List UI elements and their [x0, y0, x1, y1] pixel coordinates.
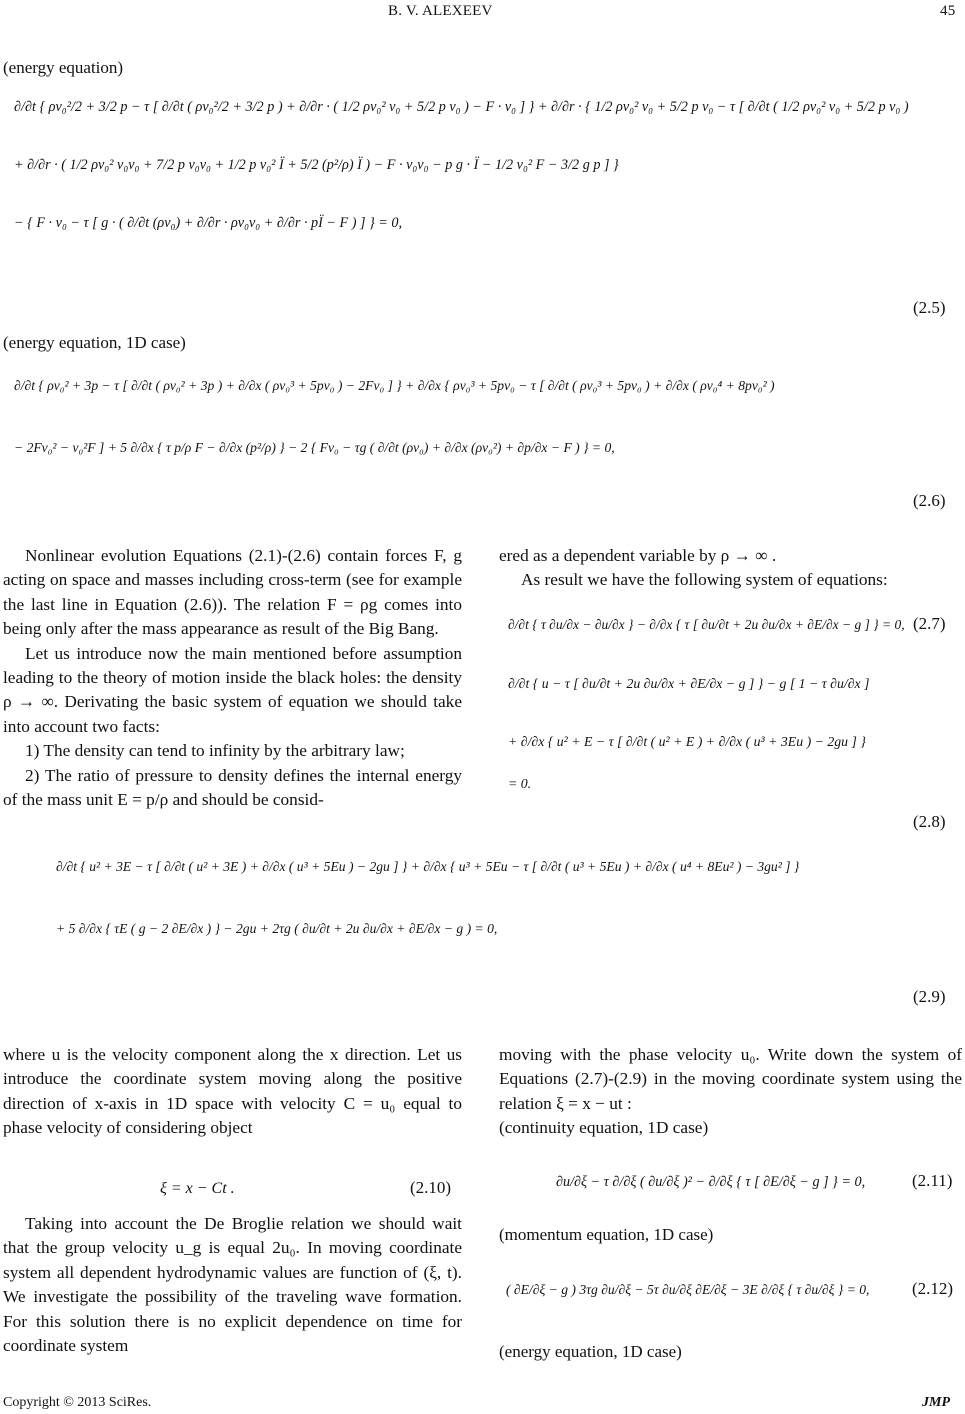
left-column-de-broglie-text	[3, 1212, 462, 1358]
equation-number-2-5: (2.5)	[913, 298, 946, 317]
paragraph-velocity-component: where u is the velocity component along the x direction. Let us introduce the coordinate system moving along the positive direction of x-axis in 1D space with velocity C = u₀ equal to phase velocity of considering object	[3, 1045, 462, 1138]
paragraph-fact-2: 2) The ratio of pressure to density defines the internal energy of the mass unit E = p/ρ and should be consid-	[3, 765, 462, 810]
energy-equation-label: (energy equation)	[3, 58, 124, 77]
equation-number-2-11: (2.11)	[912, 1171, 953, 1190]
copyright-footer: Copyright © 2013 SciRes.	[3, 1395, 152, 1410]
equation-2-9-line-1: ∂/∂t { u² + 3E − τ [ ∂/∂t ( u² + 3E ) + ∂/∂x ( u³ + 5Eu ) − 2gu ] } + ∂/∂x { u³ + 5Eu − τ [ ∂/∂t ( u³ + 5Eu ) + ∂/∂x ( u⁴ + 8Eu² ) − 3gu² ] }	[56, 859, 800, 874]
paragraph-forces: Nonlinear evolution Equations (2.1)-(2.6) contain forces F, g acting on space and masses including cross-term (see for example the last line in Equation (2.6)). The relation F = ρg comes into being only after the mass appearance as result of the Big Bang.	[3, 546, 462, 639]
running-header-author: B. V. ALEXEEV	[388, 3, 493, 19]
left-column-upper-text	[3, 544, 462, 812]
journal-abbrev: JMP	[922, 1395, 950, 1410]
equation-2-9	[56, 856, 956, 940]
paragraph-moving-system: moving with the phase velocity u₀. Write down the system of Equations (2.7)-(2.9) in the moving coordinate system using the relation ξ = x − ut :	[499, 1045, 962, 1113]
equation-2-5-line-3: − { F · v₀ − τ [ g · ( ∂/∂t (ρv₀) + ∂/∂r · ρv₀v₀ + ∂/∂r · pÏ − F ) ] } = 0,	[14, 215, 403, 231]
equation-2-8-line-3: = 0.	[508, 776, 532, 791]
equation-2-11: ∂u/∂ξ − τ ∂/∂ξ ( ∂u/∂ξ )² − ∂/∂ξ { τ [ ∂E/∂ξ − g ] } = 0,	[556, 1174, 866, 1190]
energy-equation-1d-label-right: (energy equation, 1D case)	[499, 1342, 682, 1361]
equation-number-2-7: (2.7)	[913, 614, 946, 633]
equation-number-2-10: (2.10)	[410, 1178, 452, 1197]
equation-number-2-8: (2.8)	[913, 812, 946, 831]
equation-2-5	[14, 96, 954, 234]
equation-2-5-line-1: ∂/∂t { ρv₀²/2 + 3/2 p − τ [ ∂/∂t ( ρv₀²/2 + 3/2 p ) + ∂/∂r · ( 1/2 ρv₀² v₀ + 5/2 p v₀ ) − F · v₀ ] } + ∂/∂r · { 1/2 ρv₀² v₀ + 5/2 p v₀ − τ [ ∂/∂t ( 1/2 ρv₀² v₀ + 5/2 p v₀ )	[14, 99, 909, 115]
equation-2-6	[14, 375, 954, 459]
equation-2-7: ∂/∂t { τ ∂u/∂x − ∂u/∂x } − ∂/∂x { τ [ ∂u/∂t + 2u ∂u/∂x + ∂E/∂x − g ] } = 0,	[508, 617, 905, 632]
right-column-upper-text	[499, 544, 962, 593]
equation-2-6-line-1: ∂/∂t { ρv₀² + 3p − τ [ ∂/∂t ( ρv₀² + 3p ) + ∂/∂x ( ρv₀³ + 5pv₀ ) − 2Fv₀ ] } + ∂/∂x { ρv₀³ + 5pv₀ − τ [ ∂/∂t ( ρv₀³ + 5pv₀ ) + ∂/∂x ( ρv₀⁴ + 8pv₀² )	[14, 378, 775, 393]
equation-2-12: ( ∂E/∂ξ − g ) 3τg ∂u/∂ξ − 5τ ∂u/∂ξ ∂E/∂ξ − 3E ∂/∂ξ { τ ∂u/∂ξ } = 0,	[506, 1282, 870, 1297]
equation-2-5-line-2: + ∂/∂r · ( 1/2 ρv₀² v₀v₀ + 7/2 p v₀v₀ + 1/2 p v₀² Ï + 5/2 (p²/ρ) Ï ) − F · v₀v₀ − p g · Ï − 1/2 v₀² F − 3/2 g p ] }	[14, 157, 619, 173]
left-column-lower-text	[3, 1043, 462, 1141]
equation-2-8-line-2: + ∂/∂x { u² + E − τ [ ∂/∂t ( u² + E ) + ∂/∂x ( u³ + 3Eu ) − 2gu ] }	[508, 734, 866, 749]
equation-2-6-line-2: − 2Fv₀² − v₀²F ] + 5 ∂/∂x { τ p/ρ F − ∂/∂x (p²/ρ) } − 2 { Fv₀ − τg ( ∂/∂t (ρv₀) + ∂/∂x (ρv₀²) + ∂p/∂x − F ) } = 0,	[14, 440, 615, 455]
momentum-equation-label: (momentum equation, 1D case)	[499, 1225, 714, 1244]
equation-number-2-6: (2.6)	[913, 491, 946, 510]
paragraph-assumption: Let us introduce now the main mentioned before assumption leading to the theory of motion inside the black holes: the density ρ → ∞. Derivating the basic system of equation we should take into account two facts:	[3, 643, 462, 736]
equation-number-2-12: (2.12)	[912, 1279, 954, 1298]
energy-equation-1d-label: (energy equation, 1D case)	[3, 333, 186, 352]
paragraph-continued: ered as a dependent variable by ρ → ∞ .	[499, 546, 777, 565]
page-number: 45	[940, 3, 956, 19]
equation-number-2-9: (2.9)	[913, 987, 946, 1006]
right-column-lower-text	[499, 1043, 962, 1141]
continuity-equation-label: (continuity equation, 1D case)	[499, 1118, 709, 1138]
equation-2-8-line-1: ∂/∂t { u − τ [ ∂u/∂t + 2u ∂u/∂x + ∂E/∂x − g ] } − g [ 1 − τ ∂u/∂x ]	[508, 676, 870, 691]
equation-2-10: ξ = x − Ct .	[160, 1180, 235, 1197]
equation-2-8	[508, 673, 958, 795]
paragraph-fact-1: 1) The density can tend to infinity by the arbitrary law;	[25, 741, 405, 761]
equation-2-9-line-2: + 5 ∂/∂x { τE ( g − 2 ∂E/∂x ) } − 2gu + 2τg ( ∂u/∂t + 2u ∂u/∂x + ∂E/∂x − g ) = 0,	[56, 921, 498, 936]
paragraph-de-broglie: Taking into account the De Broglie relation we should wait that the group velocity u_g is equal 2u₀. In moving coordinate system all dependent hydrodynamic values are function of (ξ, t). We investigate the possibility of the traveling wave formation. For this solution there is no explicit dependence on time for coordinate system	[3, 1214, 462, 1356]
paragraph-result-system: As result we have the following system of equations:	[521, 570, 888, 590]
